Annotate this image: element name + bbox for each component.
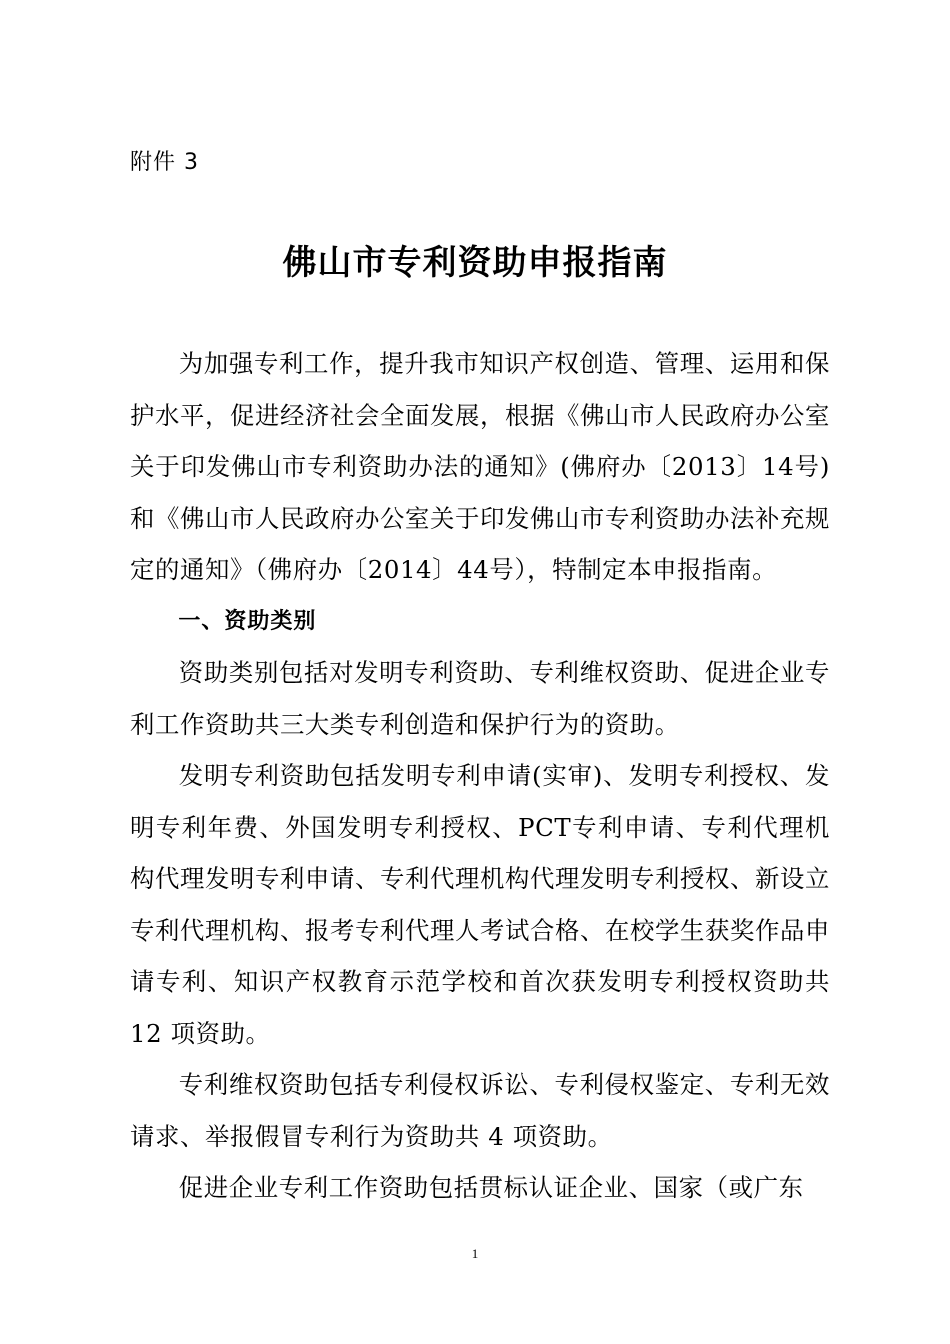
page-number: 1: [471, 1246, 479, 1261]
attachment-label: 附件 3: [130, 150, 199, 175]
body-paragraph: 促进企业专利工作资助包括贯标认证企业、国家（或广东: [178, 1173, 804, 1202]
body-paragraph: 资助类别包括对发明专利资助、专利维权资助、促进企业专利工作资助共三大类专利创造和保护行为的资助。: [130, 658, 830, 739]
body-paragraph: 专利维权资助包括专利侵权诉讼、专利侵权鉴定、专利无效请求、举报假冒专利行为资助共 4 项资助。: [130, 1070, 830, 1151]
intro-paragraph: 为加强专利工作，提升我市知识产权创造、管理、运用和保护水平，促进经济社会全面发展，根据《佛山市人民政府办公室关于印发佛山市专利资助办法的通知》(佛府办〔2013〕14号)和《佛山市人民政府办公室关于印发佛山市专利资助办法补充规定的通知》（佛府办〔2014〕44号），特制定本申报指南。: [130, 349, 830, 584]
section-heading: 一、资助类别: [178, 608, 317, 634]
body-paragraph: 发明专利资助包括发明专利申请(实审)、发明专利授权、发明专利年费、外国发明专利授权、PCT专利申请、专利代理机构代理发明专利申请、专利代理机构代理发明专利授权、新设立专利代理机构、报考专利代理人考试合格、在校学生获奖作品申请专利、知识产权教育示范学校和首次获发明专利授权资助共 12 项资助。: [130, 761, 830, 1048]
document-title: 佛山市专利资助申报指南: [282, 243, 668, 283]
document-body: [130, 338, 830, 1214]
